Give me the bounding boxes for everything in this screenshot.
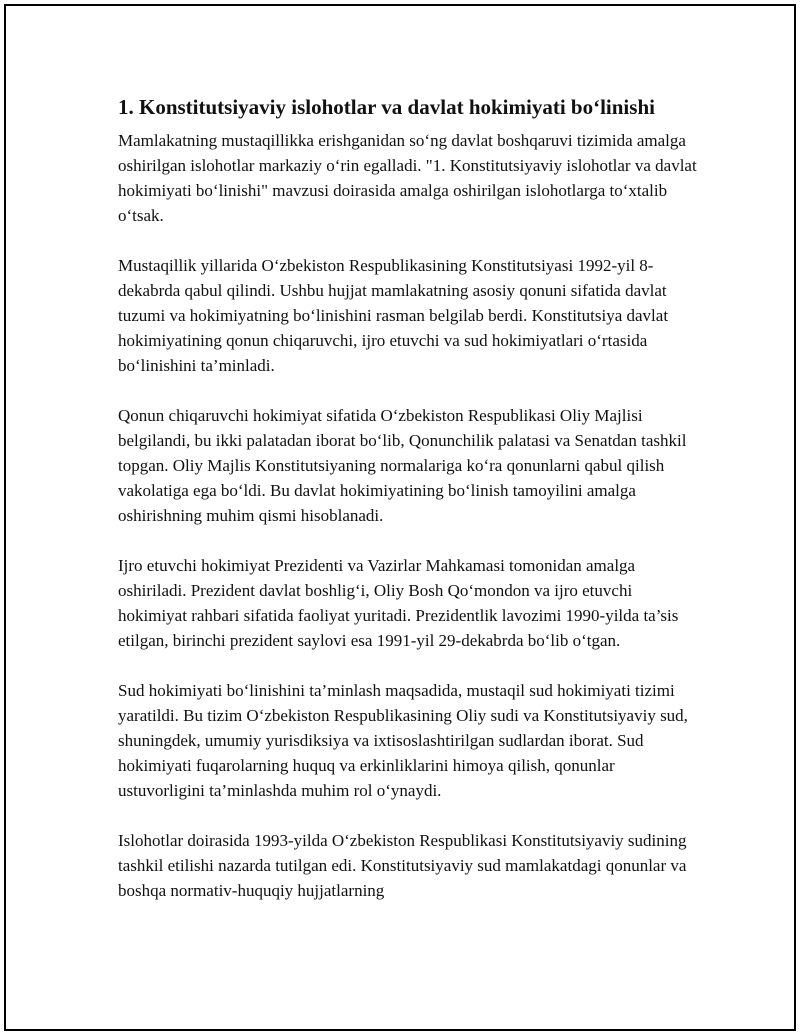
paragraph: Qonun chiqaruvchi hokimiyat sifatida O‘zbekiston Respublikasi Oliy Majlisi belgilandi, bu ikki palatadan iborat bo‘lib, Qonunchilik palatasi va Senatdan tashkil topgan. Oliy Majlis Konstitutsiyaning normalariga ko‘ra qonunlarni qabul qilish vakolatiga ega bo‘ldi. Bu davlat hokimiyatining bo‘linish tamoyilini amalga oshirishning muhim qismi hisoblanadi.: [118, 406, 687, 525]
paragraph: Ijro etuvchi hokimiyat Prezidenti va Vazirlar Mahkamasi tomonidan amalga oshiriladi. Prezident davlat boshlig‘i, Oliy Bosh Qo‘mondon va ijro etuvchi hokimiyat rahbari sifatida faoliyat yuritadi. Prezidentlik lavozimi 1990-yilda ta’sis etilgan, birinchi prezident saylovi esa 1991-yil 29-dekabrda bo‘lib o‘tgan.: [118, 556, 679, 650]
document-body: [118, 93, 698, 928]
paragraph: Islohotlar doirasida 1993-yilda O‘zbekiston Respublikasi Konstitutsiyaviy sudining tashkil etilishi nazarda tutilgan edi. Konstitutsiyaviy sud mamlakatdagi qonunlar va boshqa normativ-huquqiy hujjatlarning: [118, 831, 687, 900]
paragraph: Sud hokimiyati bo‘linishini ta’minlash maqsadida, mustaqil sud hokimiyati tizimi yaratildi. Bu tizim O‘zbekiston Respublikasining Oliy sudi va Konstitutsiyaviy sud, shuningdek, umumiy yurisdiksiya va ixtisoslashtirilgan sudlardan iborat. Sud hokimiyati fuqarolarning huquq va erkinliklarini himoya qilish, qonunlar ustuvorligini ta’minlashda muhim rol o‘ynaydi.: [118, 681, 688, 800]
paragraph: Mustaqillik yillarida O‘zbekiston Respublikasining Konstitutsiyasi 1992-yil 8-dekabrda qabul qilindi. Ushbu hujjat mamlakatning asosiy qonuni sifatida davlat tuzumi va hokimiyatning bo‘linishini rasman belgilab berdi. Konstitutsiya davlat hokimiyatining qonun chiqaruvchi, ijro etuvchi va sud hokimiyatlari o‘rtasida bo‘linishini ta’minladi.: [118, 256, 669, 375]
paragraph: Mamlakatning mustaqillikka erishganidan so‘ng davlat boshqaruvi tizimida amalga oshirilgan islohotlar markaziy o‘rin egalladi. "1. Konstitutsiyaviy islohotlar va davlat hokimiyati bo‘linishi" mavzusi doirasida amalga oshirilgan islohotlarga to‘xtalib o‘tsak.: [118, 131, 697, 225]
document-title: 1. Konstitutsiyaviy islohotlar va davlat hokimiyati bo‘linishi: [118, 95, 655, 119]
